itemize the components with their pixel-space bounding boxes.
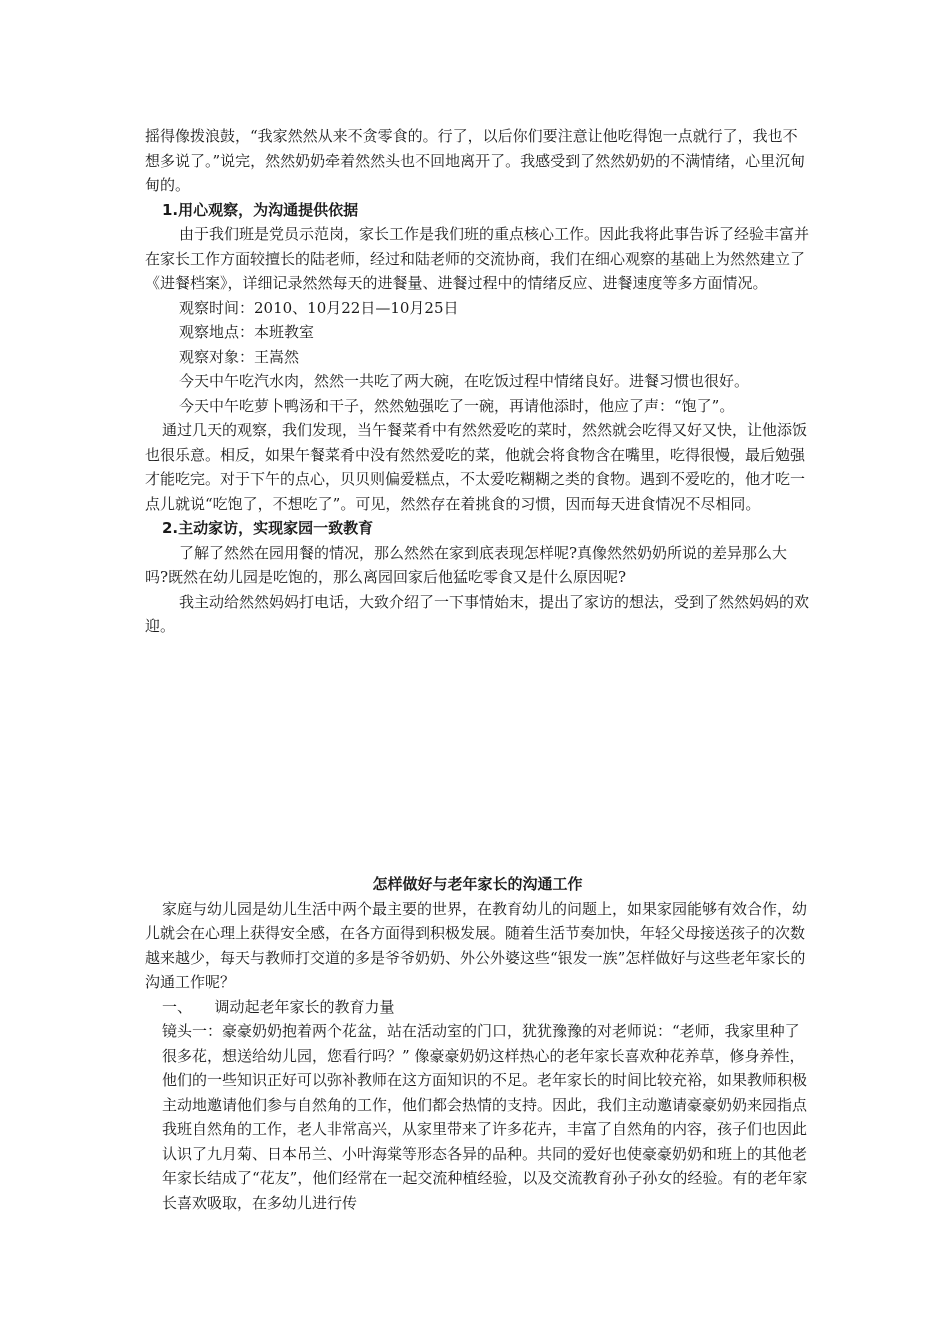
- observation-time: 观察时间：2010、10月22日—10月25日: [179, 298, 459, 317]
- observation-day-2: 今天中午吃萝卜鸭汤和干子，然然勉强吃了一碗，再请他添时，他应了声：“饱了”。: [179, 396, 735, 415]
- paragraph-home-visit-question: 了解了然然在园用餐的情况，那么然然在家到底表现怎样呢?真像然然奶奶所说的差异那么大吗?既然在幼儿园是吃饱的，那么离园回家后他猛吃零食又是什么原因呢?: [145, 543, 788, 586]
- intro-paragraph: 摇得像拨浪鼓，“我家然然从来不贪零食的。行了，以后你们要注意让他吃得饱一点就行了，我也不想多说了。”说完，然然奶奶牵着然然头也不回地离开了。我感受到了然然奶奶的不满情绪，心里沉甸甸的。: [145, 127, 806, 194]
- paragraph-home-visit-call: 我主动给然然妈妈打电话，大致介绍了一下事情始末，提出了家访的想法，受到了然然妈妈的欢迎。: [145, 592, 810, 635]
- heading-observe: 1.用心观察，为沟通提供依据: [162, 200, 359, 219]
- scene-one-block: [145, 1019, 810, 1215]
- paragraph-scene-one: 镜头一：豪豪奶奶抱着两个花盆，站在活动室的门口，犹犹豫豫的对老师说：“老师，我家里种了很多花，想送给幼儿园，您看行吗？” 像豪豪奶奶这样热心的老年家长喜欢种花养草，修身养性，他们的一些知识正好可以弥补教师在这方面知识的不足。老年家长的时间比较充裕，如果教师积极主动地邀请他们参与自然角的工作，他们都会热情的支持。因此，我们主动邀请豪豪奶奶来园指点我班自然角的工作，老人非常高兴，从家里带来了许多花卉，丰富了自然角的内容，孩子们也因此认识了九月菊、日本吊兰、小叶海棠等形态各异的品种。共同的爱好也使豪豪奶奶和班上的其他老年家长结成了“花友”，他们经常在一起交流种植经验，以及交流教育孙子孙女的经验。有的老年家长喜欢吸取，在多幼儿进行传: [162, 1022, 808, 1212]
- article-title: 怎样做好与老年家长的沟通工作: [372, 875, 583, 893]
- observation-day-1: 今天中午吃汽水肉，然然一共吃了两大碗，在吃饭过程中情绪良好。进餐习惯也很好。: [179, 372, 750, 390]
- observation-place: 观察地点：本班教室: [179, 323, 315, 341]
- paragraph-findings: 通过几天的观察，我们发现，当午餐菜肴中有然然爱吃的菜时，然然就会吃得又好又快，让他添饭也很乐意。相反，如果午餐菜肴中没有然然爱吃的菜，他就会将食物含在嘴里，吃得很慢，最后勉强才能吃完。对于下午的点心，贝贝则偏爱糕点，不太爱吃糊糊之类的食物。遇到不爱吃的，他才吃一点儿就说“吃饱了，不想吃了”。可见，然然存在着挑食的习惯，因而每天进食情况不尽相同。: [145, 421, 808, 513]
- observation-subject: 观察对象：王嵩然: [179, 347, 300, 366]
- paragraph-introduction: 家庭与幼儿园是幼儿生活中两个最主要的世界，在教育幼儿的问题上，如果家园能够有效合作，幼儿就会在心理上获得安全感，在各方面得到积极发展。随着生活节奏加快，年轻父母接送孩子的次数越来越少，每天与教师打交道的多是爷爷奶奶、外公外婆这些“银发一族”怎样做好与这些老年家长的沟通工作呢？: [145, 899, 808, 991]
- heading-home-visit: 2.主动家访，实现家园一致教育: [162, 519, 374, 537]
- paragraph-observe: 由于我们班是党员示范岗，家长工作是我们班的重点核心工作。因此我将此事告诉了经验丰富并在家长工作方面较擅长的陆老师，经过和陆老师的交流协商，我们在细心观察的基础上为然然建立了《进餐档案》，详细记录然然每天的进餐量、进餐过程中的情绪反应、进餐速度等多方面情况。: [145, 225, 810, 292]
- section-elderly-parents: [145, 872, 810, 1215]
- section-kindergarten-case: [145, 124, 810, 639]
- subheading-one: 一、 调动起老年家长的教育力量: [162, 997, 395, 1016]
